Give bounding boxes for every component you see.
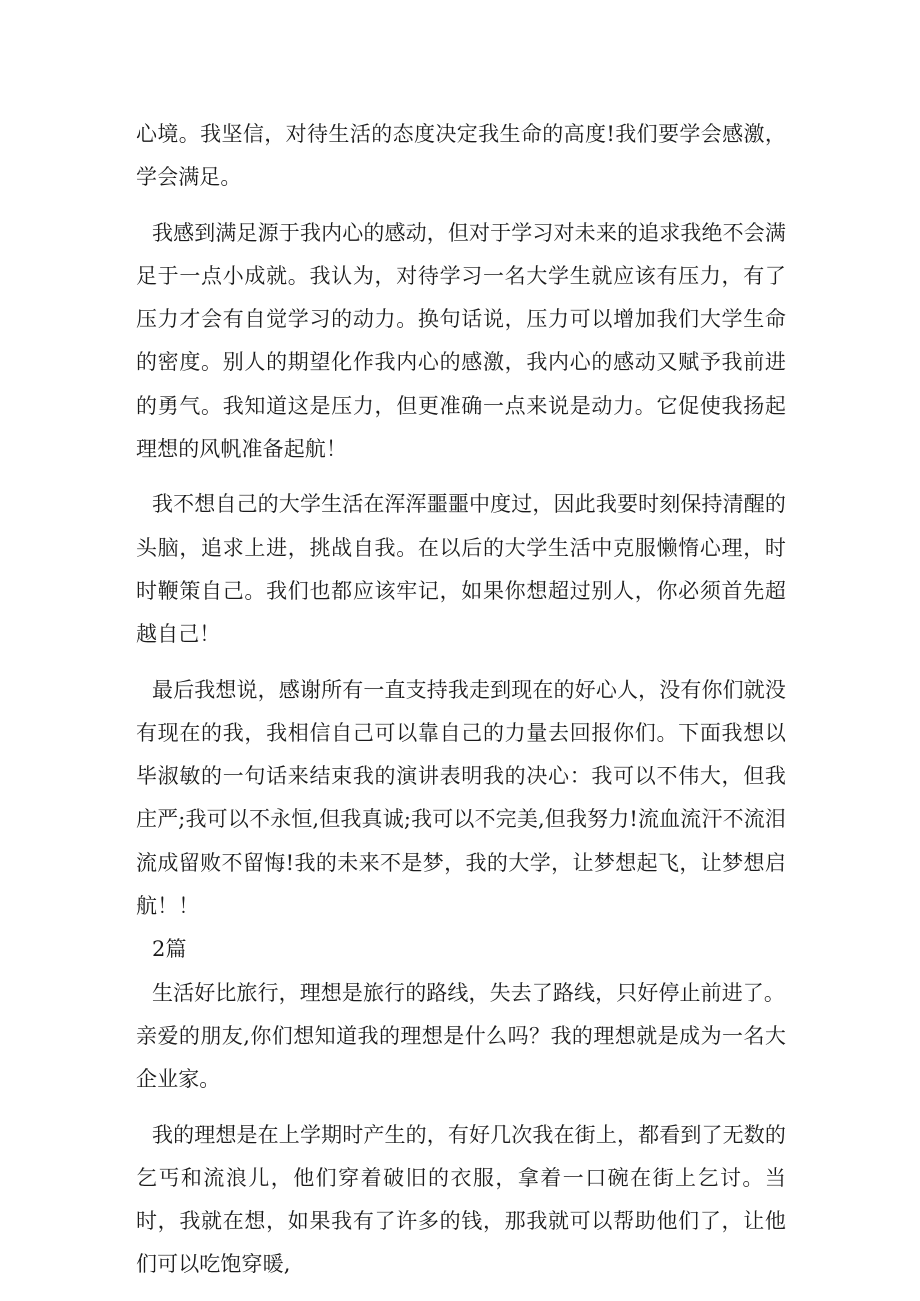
paragraph-pressure: 我感到满足源于我内心的感动，但对于学习对未来的追求我绝不会满足于一点小成就。我认为，对待学习一名大学生就应该有压力，有了压力才会有自觉学习的动力。换句话说，压力可以增加我们大学生命的密度。别人的期望化作我内心的感激，我内心的感动又赋予我前进的勇气。我知道这是压力，但更准确一点来说是动力。它促使我扬起理想的风帆准备起航！ [136,220,786,462]
paragraph-travel-metaphor: 生活好比旅行，理想是旅行的路线，失去了路线，只好停止前进了。 [152,980,785,1005]
section-heading: 2篇 [152,937,187,962]
paragraph-continuation: 心境。我坚信，对待生活的态度决定我生命的高度!我们要学会感激，学会满足。 [136,122,786,190]
paragraph-dream-question: 亲爱的朋友,你们想知道我的理想是什么吗？我的理想就是成为一名大企业家。 [136,1023,786,1092]
paragraph-dream-origin: 我的理想是在上学期时产生的，有好几次我在街上，都看到了无数的乞丐和流浪儿，他们穿着破旧的衣服，拿着一口碗在街上乞讨。当时，我就在想，如果我有了许多的钱，那我就可以帮助他们了，让他们可以吃饱穿暖, [136,1122,786,1277]
document-body [136,113,786,1287]
paragraph-self-challenge: 我不想自己的大学生活在浑浑噩噩中度过，因此我要时刻保持清醒的头脑，追求上进，挑战自我。在以后的大学生活中克服懒惰心理，时时鞭策自己。我们也都应该牢记，如果你想超过别人，你必须首先超越自己！ [136,492,786,647]
paragraph-conclusion: 最后我想说，感谢所有一直支持我走到现在的好心人，没有你们就没有现在的我，我相信自己可以靠自己的力量去回报你们。下面我想以毕淑敏的一句话来结束我的演讲表明我的决心：我可以不伟大，但我庄严;我可以不永恒,但我真诚;我可以不完美,但我努力!流血流汗不流泪流成留败不留悔!我的未来不是梦，我的大学，让梦想起飞，让梦想启航！！ [136,677,786,919]
